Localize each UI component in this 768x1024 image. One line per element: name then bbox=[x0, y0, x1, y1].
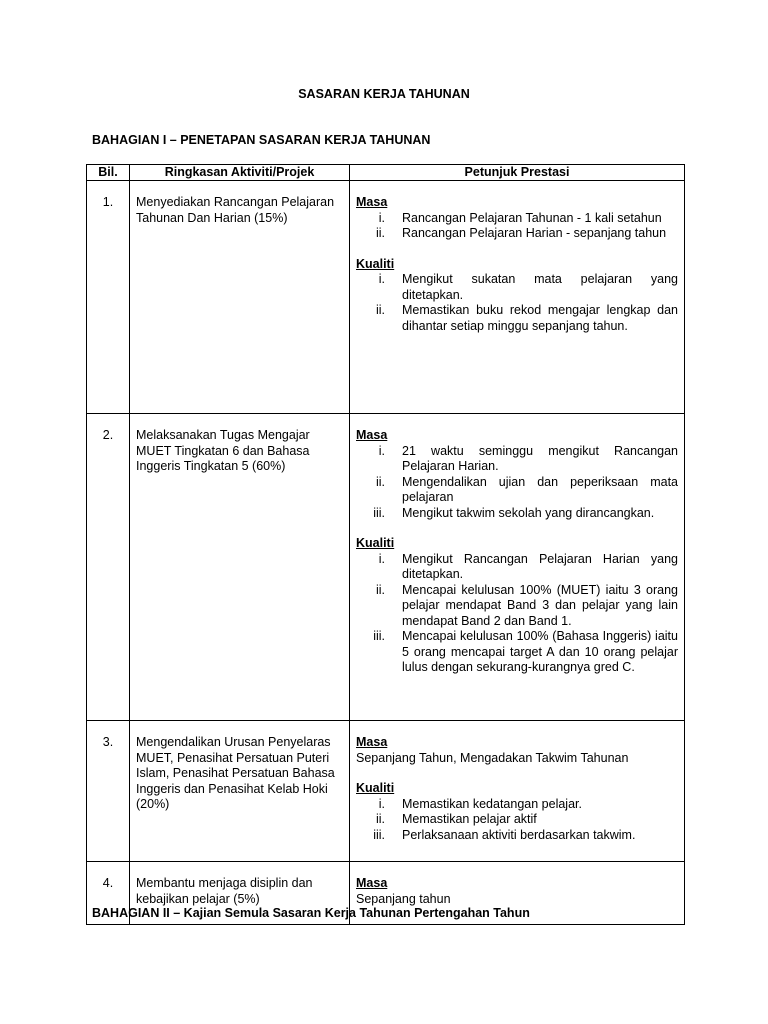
list-item bbox=[356, 629, 678, 676]
item-text: Mengikut sukatan mata pelajaran yang ditetapkan. bbox=[402, 272, 678, 302]
cell-petunjuk bbox=[350, 414, 685, 721]
section-heading-bahagian-2: BAHAGIAN II – Kajian Semula Sasaran Kerja Tahunan Pertengahan Tahun bbox=[92, 906, 530, 920]
item-number: i. bbox=[378, 551, 385, 566]
sasaran-table bbox=[86, 164, 685, 925]
item-text: Memastikan pelajar aktif bbox=[402, 812, 537, 826]
cell-bil: 3. bbox=[87, 721, 130, 862]
table-header-row bbox=[87, 165, 685, 181]
masa-list bbox=[356, 444, 678, 522]
table-row bbox=[87, 181, 685, 414]
item-text: Perlaksanaan aktiviti berdasarkan takwim. bbox=[402, 827, 636, 842]
item-text: Rancangan Pelajaran Harian - sepanjang tahun bbox=[402, 226, 667, 240]
masa-text: Sepanjang Tahun, Mengadakan Takwim Tahunan bbox=[356, 750, 629, 765]
masa-label: Masa bbox=[356, 195, 388, 209]
list-item bbox=[356, 211, 678, 227]
item-text: Mengikut takwim sekolah yang dirancangkan. bbox=[402, 505, 655, 520]
header-bil: Bil. bbox=[87, 165, 130, 181]
masa-group bbox=[356, 876, 678, 907]
table-row bbox=[87, 414, 685, 721]
item-number: i. bbox=[378, 796, 385, 811]
list-item bbox=[356, 226, 678, 242]
item-text: Memastikan buku rekod mengajar lengkap dan dihantar setiap minggu sepanjang tahun. bbox=[402, 303, 678, 333]
header-ringkasan-aktiviti: Ringkasan Aktiviti/Projek bbox=[130, 165, 350, 181]
item-text: Mencapai kelulusan 100% (Bahasa Inggeris) iaitu 5 orang mencapai target A dan 10 orang pelajar lulus dengan sekurang-kurangnya gred C. bbox=[402, 629, 678, 674]
list-item bbox=[356, 812, 678, 828]
kualiti-group bbox=[356, 536, 678, 676]
table-row bbox=[87, 721, 685, 862]
cell-aktiviti: Menyediakan Rancangan Pelajaran Tahunan Dan Harian (15%) bbox=[130, 181, 350, 414]
cell-bil: 4. bbox=[87, 862, 130, 925]
item-text: Memastikan kedatangan pelajar. bbox=[402, 796, 582, 811]
item-number: i. bbox=[378, 272, 385, 286]
item-number: iii. bbox=[373, 629, 385, 643]
cell-aktiviti: Mengendalikan Urusan Penyelaras MUET, Penasihat Persatuan Puteri Islam, Penasihat Persatuan Bahasa Inggeris dan Penasihat Kelab Hoki (20%) bbox=[130, 721, 350, 862]
masa-list bbox=[356, 211, 678, 242]
kualiti-label: Kualiti bbox=[356, 536, 395, 550]
list-item bbox=[356, 475, 678, 506]
item-number: i. bbox=[378, 210, 385, 225]
cell-petunjuk bbox=[350, 721, 685, 862]
list-item bbox=[356, 272, 678, 303]
masa-group bbox=[356, 195, 678, 242]
item-number: ii. bbox=[375, 812, 385, 826]
page-title: SASARAN KERJA TAHUNAN bbox=[298, 87, 470, 101]
cell-petunjuk bbox=[350, 181, 685, 414]
item-number: ii. bbox=[375, 582, 385, 597]
cell-aktiviti: Melaksanakan Tugas Mengajar MUET Tingkatan 6 dan Bahasa Inggeris Tingkatan 5 (60%) bbox=[130, 414, 350, 721]
item-number: ii. bbox=[375, 226, 385, 240]
masa-group bbox=[356, 428, 678, 521]
masa-label: Masa bbox=[356, 876, 388, 890]
list-item bbox=[356, 444, 678, 475]
list-item bbox=[356, 303, 678, 334]
list-item bbox=[356, 828, 678, 844]
masa-group bbox=[356, 735, 678, 766]
kualiti-label: Kualiti bbox=[356, 781, 395, 795]
masa-label: Masa bbox=[356, 428, 388, 442]
cell-aktiviti: Membantu menjaga disiplin dan kebajikan pelajar (5%) bbox=[130, 862, 350, 925]
cell-bil: 1. bbox=[87, 181, 130, 414]
kualiti-group bbox=[356, 781, 678, 843]
kualiti-list bbox=[356, 797, 678, 844]
header-petunjuk-prestasi: Petunjuk Prestasi bbox=[350, 165, 685, 181]
list-item bbox=[356, 583, 678, 630]
kualiti-list bbox=[356, 272, 678, 334]
masa-label: Masa bbox=[356, 735, 388, 749]
item-text: Mengikut Rancangan Pelajaran Harian yang ditetapkan. bbox=[402, 551, 678, 581]
item-text: Mencapai kelulusan 100% (MUET) iaitu 3 orang pelajar mendapat Band 3 dan pelajar yang lain mendapat Band 2 dan Band 1. bbox=[402, 582, 678, 628]
list-item bbox=[356, 797, 678, 813]
section-heading-bahagian-1: BAHAGIAN I – PENETAPAN SASARAN KERJA TAHUNAN bbox=[92, 133, 431, 147]
item-number: ii. bbox=[375, 474, 385, 489]
list-item bbox=[356, 552, 678, 583]
item-text: 21 waktu seminggu mengikut Rancangan Pelajaran Harian. bbox=[402, 443, 678, 473]
kualiti-list bbox=[356, 552, 678, 676]
kualiti-group bbox=[356, 257, 678, 335]
item-text: Rancangan Pelajaran Tahunan - 1 kali setahun bbox=[402, 210, 662, 225]
cell-bil: 2. bbox=[87, 414, 130, 721]
item-number: iii. bbox=[373, 505, 385, 520]
kualiti-label: Kualiti bbox=[356, 256, 395, 271]
item-text: Mengendalikan ujian dan peperiksaan mata pelajaran bbox=[402, 474, 678, 504]
item-number: ii. bbox=[375, 303, 385, 317]
masa-text: Sepanjang tahun bbox=[356, 891, 451, 906]
item-number: i. bbox=[378, 443, 385, 458]
list-item bbox=[356, 506, 678, 522]
item-number: iii. bbox=[373, 827, 385, 842]
